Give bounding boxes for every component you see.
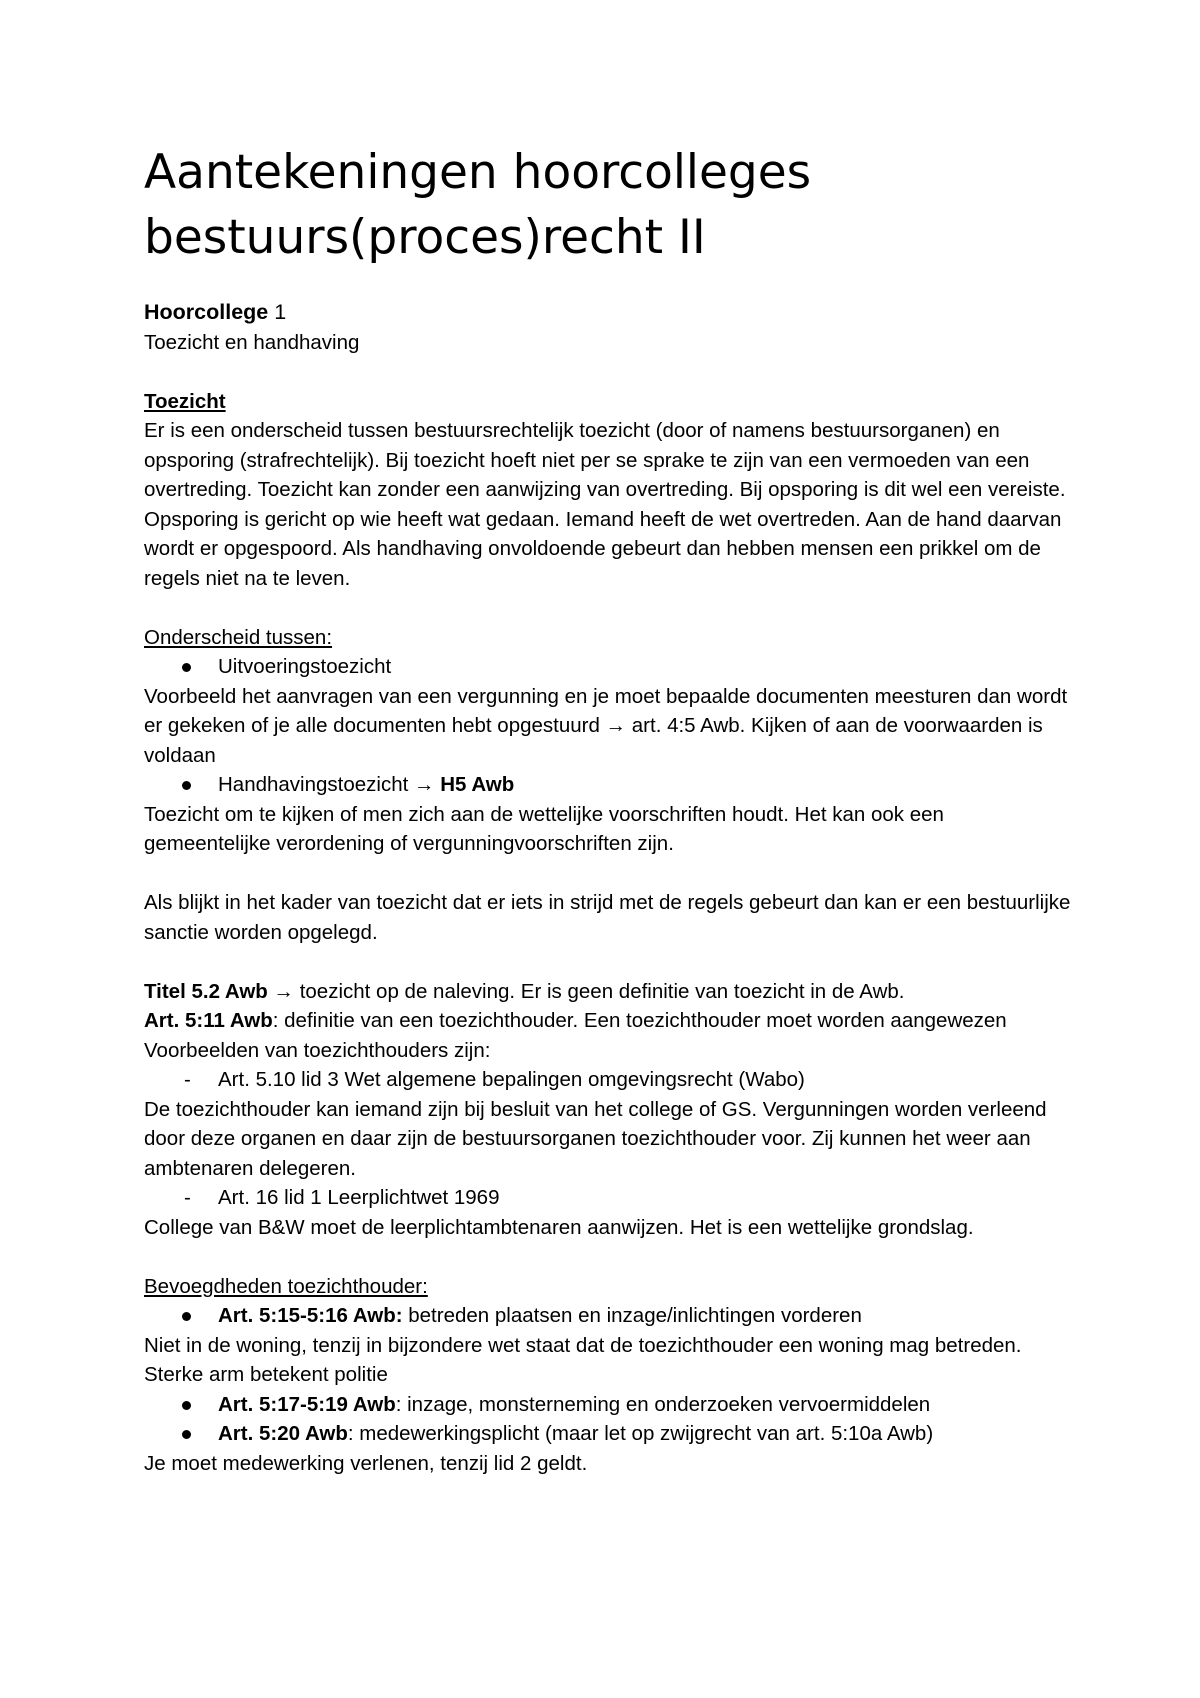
list-item xyxy=(144,652,1074,682)
list-item-text: : medewerkingsplicht (maar let op zwijgrecht van art. 5:10a Awb) xyxy=(347,1422,934,1445)
section-titel xyxy=(144,977,1074,1243)
document-content xyxy=(144,140,1074,1478)
arrow-right-icon: → xyxy=(273,979,295,1003)
titel-line xyxy=(144,977,1074,1007)
onderscheid-list-2 xyxy=(144,770,1074,800)
list-item: - Art. 5.10 lid 3 Wet algemene bepalingen omgevingsrecht (Wabo) xyxy=(144,1065,1074,1095)
list-item-text: betreden plaatsen en inzage/inlichtingen vorderen xyxy=(402,1304,862,1327)
lecture-subtitle: Toezicht en handhaving xyxy=(144,330,360,354)
text-segment: Voorbeeld het aanvragen van een vergunning en je moet bepaalde documenten meesturen dan wordt er gekeken of je alle documenten hebt opgestuurd xyxy=(144,684,1068,737)
list-item-bold: Art. 5:17-5:19 Awb xyxy=(218,1392,396,1416)
title-line-2: bestuurs(proces)recht II xyxy=(144,210,706,265)
titel-list-1 xyxy=(144,1065,1074,1095)
section-heading-onderscheid: Onderscheid tussen: xyxy=(144,625,333,649)
text-segment: toezicht op de naleving. Er is geen definitie van toezicht in de Awb. xyxy=(294,979,905,1003)
sanctie-paragraph: Als blijkt in het kader van toezicht dat er iets in strijd met de regels gebeurt dan kan er een bestuurlijke sanctie worden opgelegd. xyxy=(144,891,1071,944)
list-item-text: Uitvoeringstoezicht xyxy=(218,655,392,678)
lecture-label: Hoorcollege xyxy=(144,300,269,324)
titel-list-2 xyxy=(144,1183,1074,1213)
document-body xyxy=(144,298,1074,1478)
document-title xyxy=(144,140,1074,270)
list-item: - Art. 16 lid 1 Leerplichtwet 1969 xyxy=(144,1183,1074,1213)
section-sanctie xyxy=(144,888,1074,947)
toezicht-paragraph: Er is een onderscheid tussen bestuursrechtelijk toezicht (door of namens bestuursorganen) en opsporing (strafrechtelijk). Bij toezicht hoeft niet per se sprake te zijn van een vermoeden van een overtreding. Toezicht kan zonder een aanwijzing van overtreding. Bij opsporing is dit wel een vereiste. Opsporing is gericht op wie heeft wat gedaan. Iemand heeft de wet overtreden. Aan de hand daarvan wordt er opgespoord. Als handhaving onvoldoende gebeurt dan hebben mensen een prikkel om de regels niet na te leven. xyxy=(144,419,1066,590)
onderscheid-list-1 xyxy=(144,652,1074,682)
text-bold: Art. 5:11 Awb xyxy=(144,1009,273,1032)
list-item xyxy=(144,1390,1074,1420)
bevoegdheden-list-2 xyxy=(144,1390,1074,1449)
text-bold: Titel 5.2 Awb xyxy=(144,979,268,1003)
lecture-heading xyxy=(144,298,1074,328)
text-segment: art. 4:5 Awb. Kijken of aan de voorwaarden is voldaan xyxy=(144,714,1043,767)
bevoegdheden-text-1: Niet in de woning, tenzij in bijzondere wet staat dat de toezichthouder een woning mag betreden. xyxy=(144,1333,1022,1357)
list-item-text: : inzage, monsterneming en onderzoeken vervoermiddelen xyxy=(395,1392,931,1416)
list-item-bold: Art. 5:15-5:16 Awb: xyxy=(218,1304,403,1327)
onderscheid-text-2: Toezicht om te kijken of men zich aan de wettelijke voorschriften houdt. Het kan ook een gemeentelijke verordening of vergunningvoorschriften zijn. xyxy=(144,802,944,855)
bevoegdheden-text-2: Sterke arm betekent politie xyxy=(144,1363,388,1386)
arrow-right-icon: → xyxy=(605,714,627,737)
section-heading-bevoegdheden: Bevoegdheden toezichthouder: xyxy=(144,1274,428,1298)
art-5-11-line xyxy=(144,1006,1074,1065)
arrow-right-icon: → xyxy=(414,773,435,796)
title-line-1: Aantekeningen hoorcolleges xyxy=(144,145,812,200)
onderscheid-text-1 xyxy=(144,682,1074,771)
list-item-bold: Art. 5:20 Awb xyxy=(218,1422,348,1445)
bevoegdheden-text-3: Je moet medewerking verlenen, tenzij lid 2 geldt. xyxy=(144,1451,588,1475)
list-item xyxy=(144,1301,1074,1331)
section-onderscheid xyxy=(144,623,1074,859)
section-bevoegdheden xyxy=(144,1272,1074,1479)
lecture-number: 1 xyxy=(268,300,287,324)
list-item-text: Handhavingstoezicht xyxy=(218,773,415,796)
list-item xyxy=(144,1419,1074,1449)
titel-text-3: De toezichthouder kan iemand zijn bij besluit van het college of GS. Vergunningen worden verleend door deze organen en daar zijn de bestuursorganen toezichthouder voor. Zij kunnen het weer aan ambtenaren delegeren. xyxy=(144,1097,1047,1180)
text-segment: : definitie van een toezichthouder. Een toezichthouder moet worden aangewezen Voorbeelden van toezichthouders zijn: xyxy=(144,1009,1007,1062)
section-heading-toezicht: Toezicht xyxy=(144,389,226,413)
list-item-bold: H5 Awb xyxy=(440,773,515,796)
bevoegdheden-list-1 xyxy=(144,1301,1074,1331)
titel-text-4: College van B&W moet de leerplichtambtenaren aanwijzen. Het is een wettelijke grondslag. xyxy=(144,1215,974,1239)
section-toezicht xyxy=(144,387,1074,594)
list-item xyxy=(144,770,1074,800)
